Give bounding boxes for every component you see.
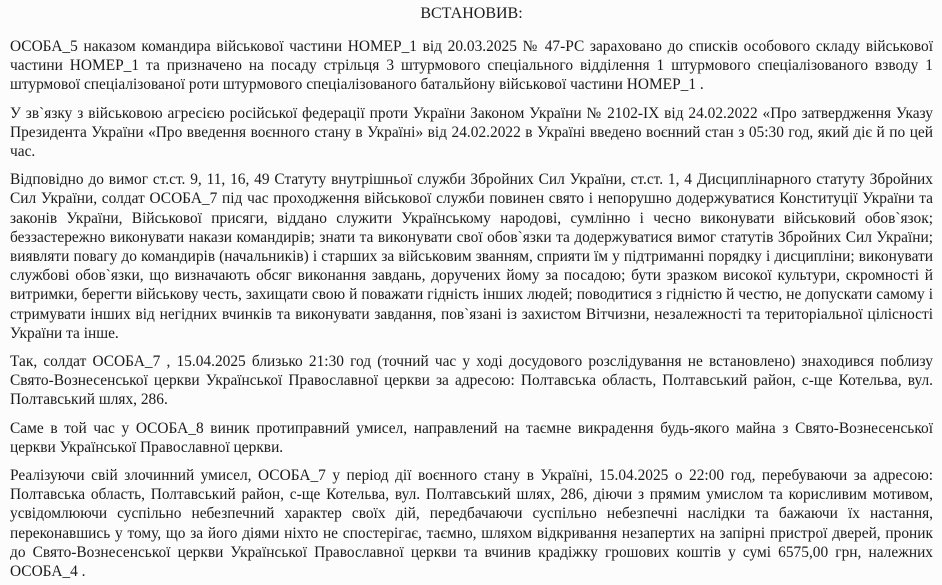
document-heading: ВСТАНОВИВ:: [420, 5, 523, 22]
paragraph-criminal-intent: Саме в той час у ОСОБА_8 виник протиправний умисел, направлений на таємне викрадення будь-якого майна з Свято-Вознесенської церкви Української Православної церкви.: [10, 419, 933, 456]
paragraph-location-of-events: Так, солдат ОСОБА_7 , 15.04.2025 близько 21:30 год (точний час у ході досудового розслідування не встановлено) знаходився поблизу Свято-Вознесенської церкви Української Православної церкви за адресою: Полтавська область, Полтавський район, с-ще Котельва, вул. Полтавський шлях, 286.: [10, 353, 933, 409]
paragraph-military-duties: Відповідно до вимог ст.ст. 9, 11, 16, 49 Статуту внутрішньої служби Збройних Сил України, ст.ст. 1, 4 Дисциплінарного статуту Збройних Сил України, солдат ОСОБА_7 під час проходження військової служби повинен свято і непорушно додержуватися Конституції України та законів України, Військової присяги, віддано служити Українському народові, сумлінно і чесно виконувати військовий обов`язок; беззастережно виконувати накази командирів; знати та виконувати свої обов`язки та додержуватися вимог статутів Збройних Сил України; виявляти повагу до командирів (начальників) і старших за військовим званням, сприяти їм у підтриманні порядку і дисципліни; виконувати службові обов`язки, що визначають обсяг виконання завдань, доручених йому за посадою; бути зразком високої культури, скромності й витримки, берегти військову честь, захищати свою й поважати гідність інших людей; поводитися з гідністю й честю, не допускати самому і стримувати інших від негідних вчинків та виконувати завдання, пов`язані із захистом Вітчизни, незалежності та територіальної цілісності України та інше.: [10, 171, 933, 342]
paragraph-martial-law: У зв`язку з військовою агресією російської федерації проти України Законом України № 2102-IX від 24.02.2022 «Про затвердження Указу Президента України «Про введення воєнного стану в Україні» від 24.02.2022 в Україні введено воєнний стан з 05:30 год, який діє й по цей час.: [10, 104, 933, 161]
paragraph-theft-description: Реалізуючи свій злочинний умисел, ОСОБА_7 у період дії воєнного стану в Україні, 15.04.2025 о 22:00 год, перебуваючи за адресою: Полтавська область, Полтавський район, с-ще Котельва, вул. Полтавський шлях, 286, діючи з прямим умислом та корисливим мотивом, усвідомлюючи суспільно небезпечний характер своїх дій, передбачаючи суспільно небезпечні наслідки та бажаючи їх настання, переконавшись у тому, що за його діями ніхто не спостерігає, таємно, шляхом відкривання незапертих на запірні пристрої дверей, проник до Свято-Вознесенської церкви Української Православної церкви та вчинив крадіжку грошових коштів у сумі 6575,00 грн, належних ОСОБА_4 .: [10, 467, 933, 581]
paragraph-enrollment-order: ОСОБА_5 наказом командира військової частини НОМЕР_1 від 20.03.2025 № 47-РС зараховано до списків особового складу військової частини НОМЕР_1 та призначено на посаду стрільця 3 штурмового спеціального відділення 1 штурмового спеціалізованого взводу 1 штурмової спеціалізованої роти штурмового спеціалізованого батальйону військової частини НОМЕР_1 .: [10, 38, 933, 94]
